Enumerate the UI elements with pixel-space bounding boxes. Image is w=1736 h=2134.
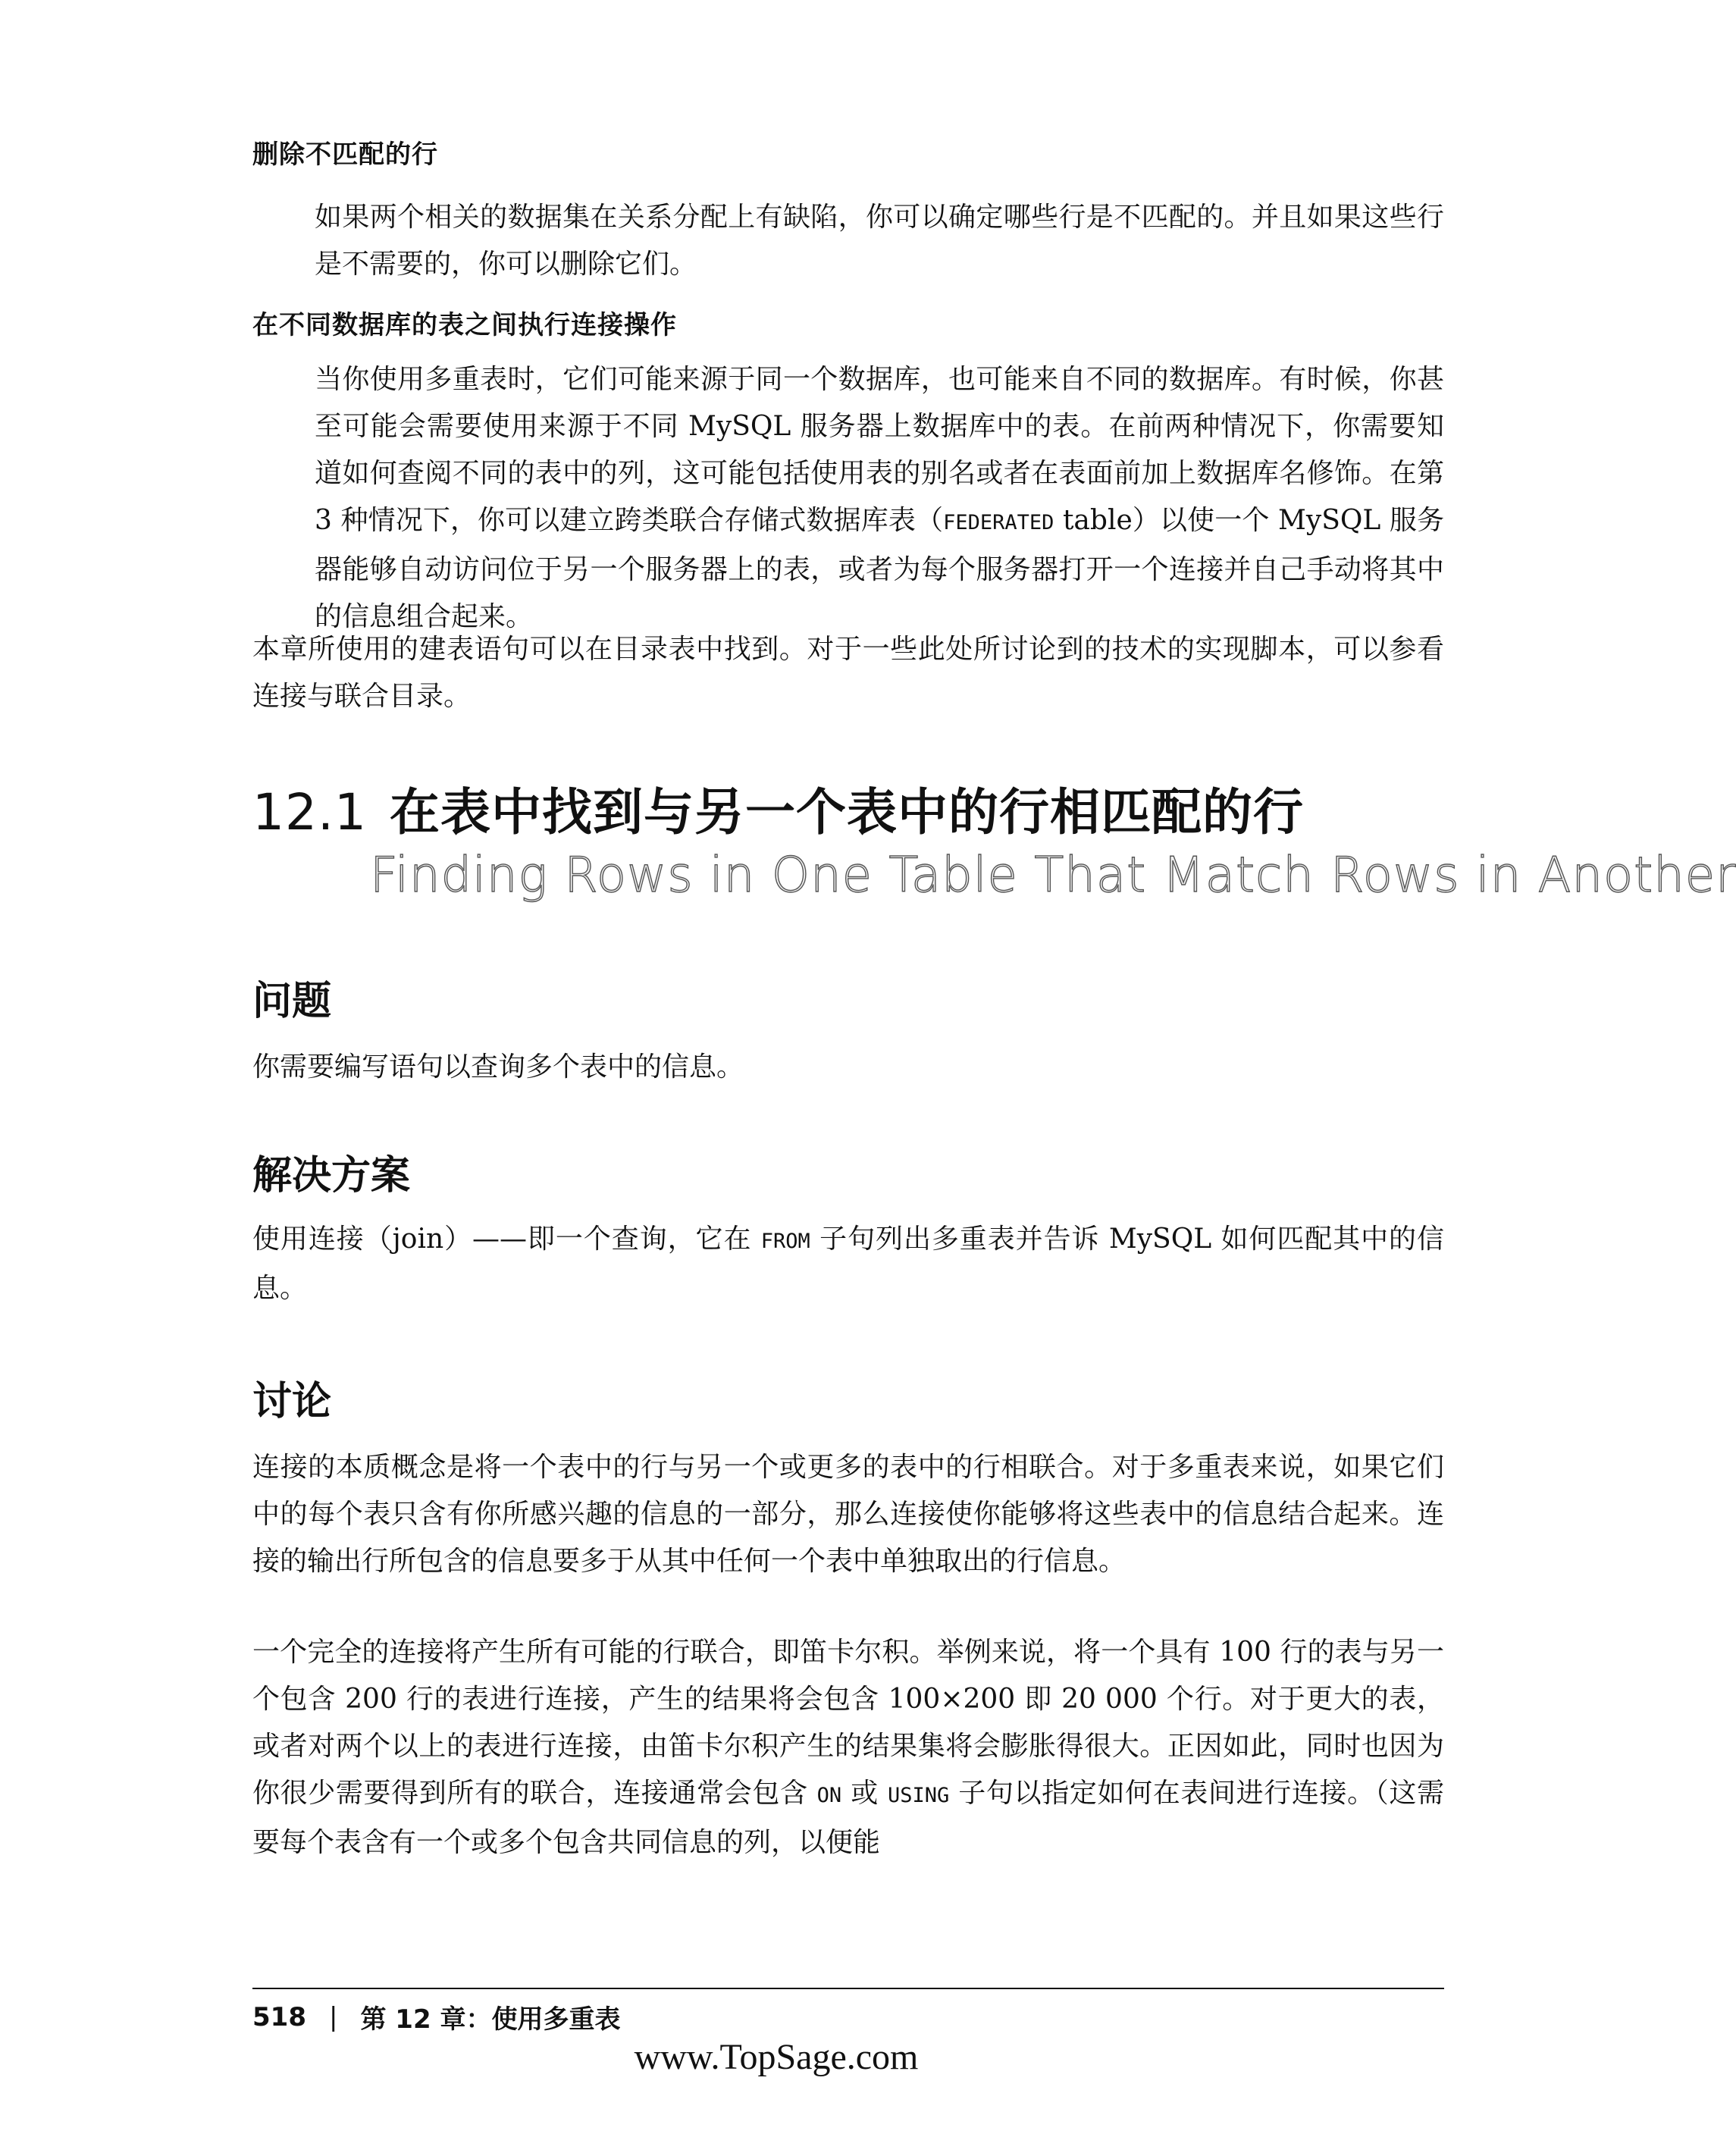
term-body-delete-unmatched: 如果两个相关的数据集在关系分配上有缺陷，你可以确定哪些行是不匹配的。并且如果这些行是不需要的，你可以删除它们。 [315,202,1444,280]
text-run: 子句列出多重表并告诉 MySQL 如何匹配其中的信息。 [252,1224,1444,1304]
solution-heading: 解决方案 [252,1153,411,1199]
text-run: 子句以指定如何在表间进行连接。（这需要每个表含有一个或多个包含共同信息的列，以便能 [252,1778,1444,1858]
discussion-heading: 讨论 [252,1379,332,1424]
term-body-cross-database-join [315,356,1444,641]
problem-text: 你需要编写语句以查询多个表中的信息。 [252,1051,744,1083]
code-federated: FEDERATED [943,511,1054,534]
text-run: 或 [841,1778,888,1809]
solution-text [252,1216,1444,1312]
text-run: 使用连接（join）——即一个查询，它在 [252,1224,761,1255]
code-from: FROM [760,1230,810,1253]
discussion-paragraph-2 [252,1629,1444,1866]
code-using: USING [887,1784,950,1807]
term-heading-delete-unmatched: 删除不匹配的行 [252,139,438,170]
section-title [252,772,1304,844]
section-subtitle: Finding Rows in One Table That Match Rows in Another [370,848,1736,904]
discussion-paragraph-1: 连接的本质概念是将一个表中的行与另一个或更多的表中的行相联合。对于多重表来说，如果它们中的每个表只含有你所感兴趣的信息的一部分，那么连接使你能够将这些表中的信息结合起来。连接的输出行所包含的信息要多于从其中任何一个表中单独取出的行信息。 [252,1452,1444,1577]
text-run: 当你使用多重表时，它们可能来源于同一个数据库，也可能来自不同的数据库。有时候，你甚至可能会需要使用来源于不同 MySQL 服务器上数据库中的表。在前两种情况下，你需要知道如何查阅不同的表中的列，这可能包括使用表的别名或者在表面前加上数据库名修饰。在第 3 种情况下，你可以建立跨类联合存储式数据库表（ [315,364,1444,536]
watermark-url: www.TopSage.com [634,2037,919,2077]
text-run: table）以使一个 MySQL 服务器能够自动访问位于另一个服务器上的表，或者为每个服务器打开一个连接并自己手动将其中的信息组合起来。 [315,505,1444,632]
code-on: ON [816,1784,842,1807]
section-title-text: 在表中找到与另一个表中的行相匹配的行 [389,783,1304,841]
page-footer [252,1998,620,2035]
section-number: 12.1 [252,783,367,841]
footer-rule [252,1988,1444,1989]
intro-paragraph: 本章所使用的建表语句可以在目录表中找到。对于一些此处所讨论到的技术的实现脚本，可以参看连接与联合目录。 [252,634,1444,712]
text-run: 一个完全的连接将产生所有可能的行联合，即笛卡尔积。举例来说，将一个具有 100 行的表与另一个包含 200 行的表进行连接，产生的结果将会包含 100×200 即 20 000 个行。对于更大的表，或者对两个以上的表进行连接，由笛卡尔积产生的结果集将会膨胀得很大。正因如此，同时也因为你很少需要得到所有的联合，连接通常会包含 [252,1637,1444,1809]
term-heading-cross-database-join: 在不同数据库的表之间执行连接操作 [252,310,677,340]
page-number: 518 [252,2001,306,2032]
problem-heading: 问题 [252,979,332,1024]
footer-separator: | [328,2001,338,2032]
chapter-title: 第 12 章：使用多重表 [360,2004,621,2035]
